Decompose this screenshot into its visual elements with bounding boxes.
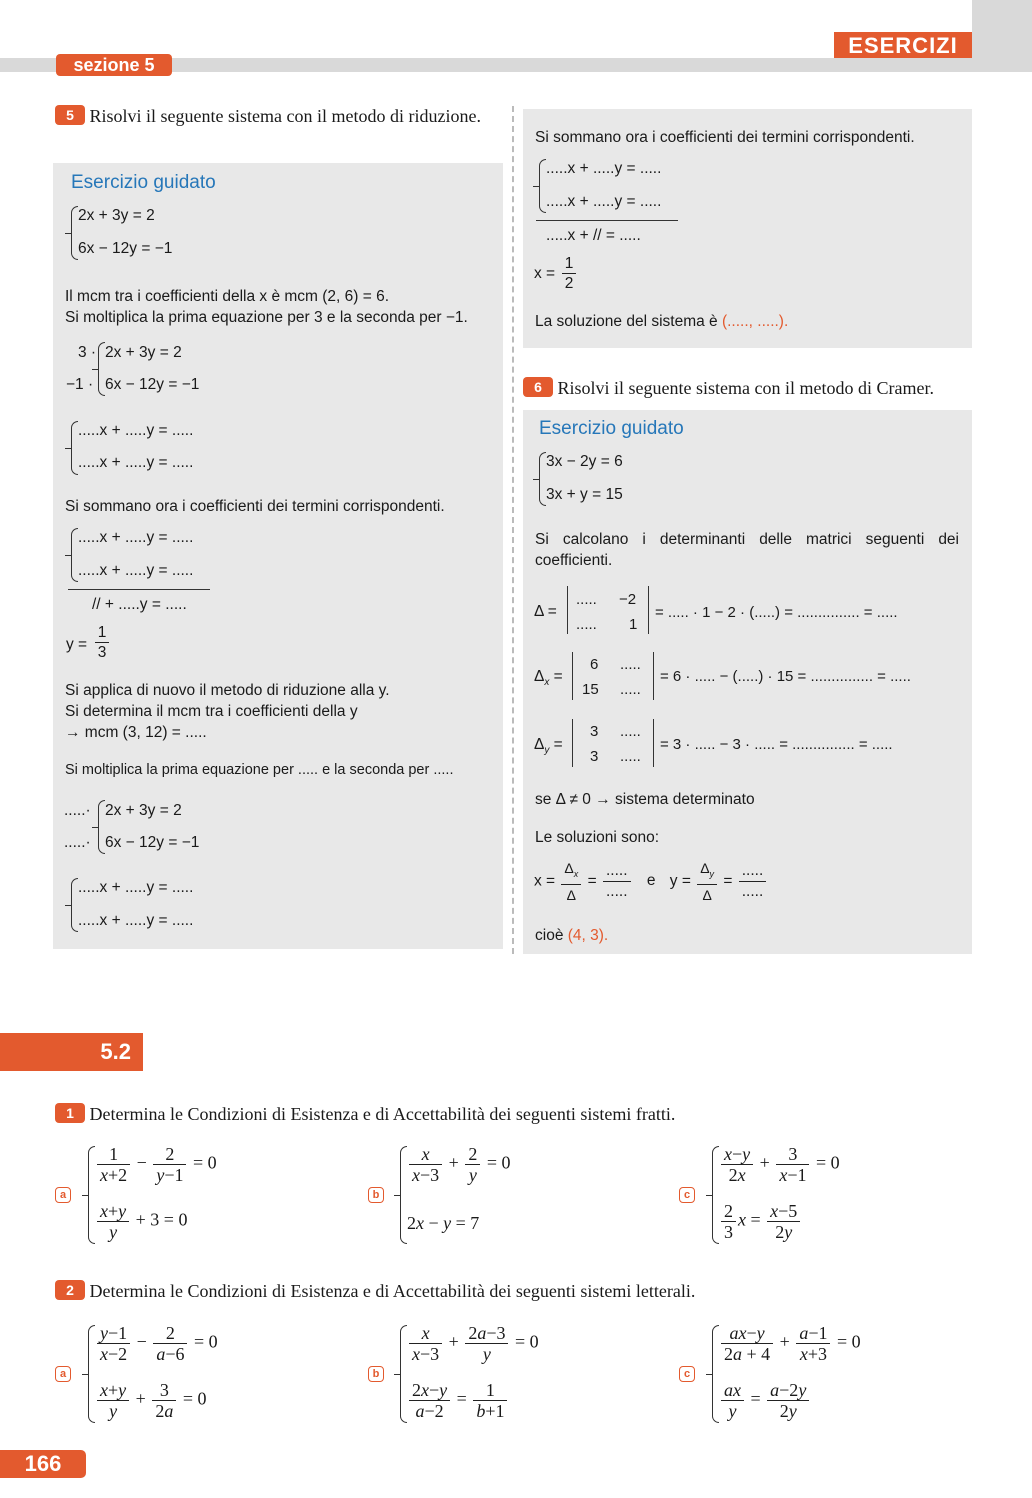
ex6-condition: se Δ ≠ 0 → sistema determinato <box>535 791 755 808</box>
ex6-solutions-formula: x = $\frac{\Delta_x}{\Delta}$ = $\frac{.....}{.....}$ e y = $\frac{\Delta_y}{\Delta}$ = $\frac{.....}{.....}$ <box>534 858 768 905</box>
sum-line <box>68 589 210 590</box>
column-divider <box>512 106 514 954</box>
blank-equation: .....x + .....y = ..... <box>546 193 662 210</box>
ex5-solution <box>535 311 965 332</box>
ex5-intro <box>55 103 505 129</box>
equation: 3x + y = 15 <box>546 486 623 503</box>
blank-equation: .....x + .....y = ..... <box>78 912 194 929</box>
math-equation: $\frac{1}{x+2}$ − $\frac{2}{y-1}$ = 0 <box>95 1144 217 1185</box>
matrix-cell: 1 <box>629 616 638 633</box>
option-label: c <box>679 1366 695 1382</box>
matrix-cell: 3 <box>590 748 599 765</box>
option-label: c <box>679 1187 695 1203</box>
math-equation: $\frac{ax-y}{2a + 4}$ + $\frac{a-1}{x+3}$ = 0 <box>719 1323 861 1364</box>
multiplier: .....· <box>64 834 91 851</box>
blank-equation: .....x + .....y = ..... <box>78 422 194 439</box>
blank-equation: .....x + .....y = ..... <box>78 562 194 579</box>
matrix-cell: ..... <box>576 591 597 608</box>
solution-value: (....., .....). <box>721 313 789 330</box>
page-number: 166 <box>0 1450 86 1478</box>
brace <box>71 528 78 582</box>
option-label: b <box>368 1366 384 1382</box>
equation: 6x − 12y = −1 <box>78 240 173 257</box>
brace <box>712 1146 719 1244</box>
delta-y-label: $\Delta_y$ = <box>534 736 563 757</box>
matrix-cell: −2 <box>619 591 637 608</box>
option-a <box>55 1185 71 1203</box>
fraction <box>603 861 631 902</box>
delta-expression: = ..... · 1 − 2 · (.....) = ............... = ..... <box>655 604 898 621</box>
esercizi-tab: ESERCIZI <box>834 32 972 58</box>
x-label: x = <box>534 265 556 282</box>
y-fraction <box>95 624 109 663</box>
brace <box>712 1325 719 1423</box>
equation: 2x + 3y = 2 <box>105 802 182 819</box>
delta-subscript: x <box>544 677 550 689</box>
ex6-final <box>535 925 608 946</box>
ex5-text-mult2: Si moltiplica la prima equazione per ..... e la seconda per ..... <box>65 762 454 778</box>
math-equation: $\frac{x+y}{y}$ + $\frac{3}{2a}$ = 0 <box>95 1380 206 1421</box>
ex2-number: 2 <box>55 1280 85 1300</box>
matrix-cell: 6 <box>590 656 599 673</box>
matrix-cell: ..... <box>620 656 641 673</box>
equation: 3x − 2y = 6 <box>546 453 623 470</box>
sum-result: // + .....y = ..... <box>92 596 187 613</box>
matrix-cell: ..... <box>620 723 641 740</box>
option-label: a <box>55 1187 71 1203</box>
y-numerator: 1 <box>95 624 109 643</box>
delta-symbol: Δ <box>534 668 545 685</box>
brace <box>88 1146 95 1244</box>
ex1-intro-text: Determina le Condizioni di Esistenza e di Accettabilità dei seguenti sistemi fratti. <box>89 1104 676 1124</box>
ex6-text-det: Si calcolano i determinanti delle matrici seguenti dei coefficienti. <box>535 531 959 569</box>
frac-numerator: ..... <box>603 861 631 882</box>
frac-numerator: Δ <box>700 860 710 876</box>
ex5-intro-text: Risolvi il seguente sistema con il metodo di riduzione. <box>89 106 481 126</box>
blank-equation: .....x + .....y = ..... <box>546 160 662 177</box>
ex6-intro <box>523 375 983 401</box>
equation: 2x + 3y = 2 <box>105 344 182 361</box>
brace <box>71 421 78 475</box>
and-word: e <box>646 872 656 890</box>
ex2-intro <box>55 1278 955 1304</box>
section-label: sezione 5 <box>56 54 172 76</box>
multiplier: −1 · <box>66 376 94 393</box>
frac-denominator: ..... <box>605 882 628 900</box>
ex1-number: 1 <box>55 1103 85 1123</box>
ex5-text-mcm-y: Si determina il mcm tra i coefficienti della y <box>65 703 358 720</box>
section-5-2-label: 5.2 <box>0 1033 143 1071</box>
ex6-guided-title: Esercizio guidato <box>539 418 684 439</box>
ex5-text-sum: Si sommano ora i coefficienti dei termini corrispondenti. <box>65 498 445 515</box>
y-denominator: 3 <box>97 644 107 661</box>
math-equation: $\frac{x+y}{y}$ + 3 = 0 <box>95 1201 187 1242</box>
ex1-intro <box>55 1101 955 1127</box>
frac-subscript: y <box>709 868 715 879</box>
brace <box>539 452 546 506</box>
solution-text: La soluzione del sistema è <box>535 313 722 330</box>
ex5-text-mcm-y2: → mcm (3, 12) = ..... <box>65 724 207 741</box>
option-label: a <box>55 1366 71 1382</box>
ex5-guided-box <box>53 163 503 949</box>
x-fraction <box>562 255 576 294</box>
equation: 6x − 12y = −1 <box>105 376 200 393</box>
x-solution-label: x = <box>534 872 556 890</box>
ex5-right-sum-text: Si sommano ora i coefficienti dei termini corrispondenti. <box>535 129 915 146</box>
frac-numerator: Δ <box>564 860 574 876</box>
y-label: y = <box>66 636 88 653</box>
math-equation: $\frac{x}{x-3}$ + $\frac{2}{y}$ = 0 <box>407 1144 510 1185</box>
ex5-text-mcm: Il mcm tra i coefficienti della x è mcm (2, 6) = 6. <box>65 288 390 305</box>
brace <box>400 1325 407 1423</box>
fraction <box>697 858 717 905</box>
math-equation: $\frac{y-1}{x-2}$ − $\frac{2}{a-6}$ = 0 <box>95 1323 218 1364</box>
blank-equation: .....x + .....y = ..... <box>78 454 194 471</box>
x-numerator: 1 <box>562 255 576 274</box>
option-b <box>368 1185 384 1203</box>
delta-label: Δ = <box>534 603 557 620</box>
ex5-text-mult: Si moltiplica la prima equazione per 3 e la seconda per −1. <box>65 309 468 326</box>
ex5-number: 5 <box>55 105 85 125</box>
matrix-cell: 15 <box>582 681 599 698</box>
delta-y-expression: = 3 · ..... − 3 · ..... = ............... = ..... <box>660 736 893 753</box>
frac-numerator: ..... <box>739 861 767 882</box>
brace <box>539 159 546 213</box>
matrix-cell: 3 <box>590 723 599 740</box>
fraction <box>561 858 581 905</box>
blank-equation: .....x + .....y = ..... <box>78 529 194 546</box>
frac-denominator: ..... <box>741 882 764 900</box>
header-corner <box>972 0 1032 72</box>
brace <box>71 206 78 260</box>
frac-denominator: Δ <box>702 886 712 903</box>
brace <box>88 1325 95 1423</box>
option-c <box>679 1364 695 1382</box>
delta-subscript: y <box>544 745 550 757</box>
brace <box>400 1146 407 1244</box>
option-a <box>55 1364 71 1382</box>
math-equation: $\frac{x}{x-3}$ + $\frac{2a-3}{y}$ = 0 <box>407 1323 539 1364</box>
ex2-intro-text: Determina le Condizioni di Esistenza e di Accettabilità dei seguenti sistemi letterali. <box>89 1281 696 1301</box>
equation: 6x − 12y = −1 <box>105 834 200 851</box>
multiplier: .....· <box>64 802 91 819</box>
blank-equation: .....x + .....y = ..... <box>78 879 194 896</box>
math-equation: $\frac{x-y}{2x}$ + $\frac{3}{x-1}$ = 0 <box>719 1144 840 1185</box>
frac-subscript: x <box>573 868 579 879</box>
brace <box>71 878 78 932</box>
brace <box>98 342 105 396</box>
ex6-intro-text: Risolvi il seguente sistema con il metodo di Cramer. <box>557 378 934 398</box>
final-value: (4, 3). <box>567 927 609 944</box>
delta-y-matrix <box>572 719 654 767</box>
delta-symbol: Δ <box>534 736 545 753</box>
option-label: b <box>368 1187 384 1203</box>
delta-x-expression: = 6 · ..... − (.....) · 15 = ............... = ..... <box>660 668 911 685</box>
ex6-solutions-text: Le soluzioni sono: <box>535 829 660 846</box>
fraction <box>739 861 767 902</box>
brace <box>98 800 105 854</box>
x-denominator: 2 <box>564 275 574 292</box>
final-text: cioè <box>535 927 568 944</box>
option-c <box>679 1185 695 1203</box>
delta-x-label: $\Delta_x$ = <box>534 668 563 689</box>
math-equation: $\frac{2x-y}{a-2}$ = $\frac{1}{b+1}$ <box>407 1380 509 1421</box>
matrix-cell: ..... <box>576 616 597 633</box>
math-equation: $\frac{2}{3}$ x = $\frac{x-5}{2y}$ <box>719 1201 802 1242</box>
equation: 2x + 3y = 2 <box>78 207 155 224</box>
sum-result: .....x + // = ..... <box>546 227 641 244</box>
multiplier: 3 · <box>78 344 97 361</box>
matrix-cell: ..... <box>620 681 641 698</box>
math-equation: 2x − y = 7 <box>407 1213 480 1233</box>
sum-line <box>536 220 678 221</box>
ex5-text-again: Si applica di nuovo il metodo di riduzione alla y. <box>65 682 390 699</box>
option-b <box>368 1364 384 1382</box>
y-solution-label: y = <box>669 872 691 890</box>
frac-denominator: Δ <box>566 886 577 903</box>
math-equation: $\frac{ax}{y}$ = $\frac{a-2y}{2y}$ <box>719 1380 811 1421</box>
ex5-guided-title: Esercizio guidato <box>71 172 216 193</box>
matrix-cell: ..... <box>620 748 641 765</box>
ex6-number: 6 <box>523 377 553 397</box>
